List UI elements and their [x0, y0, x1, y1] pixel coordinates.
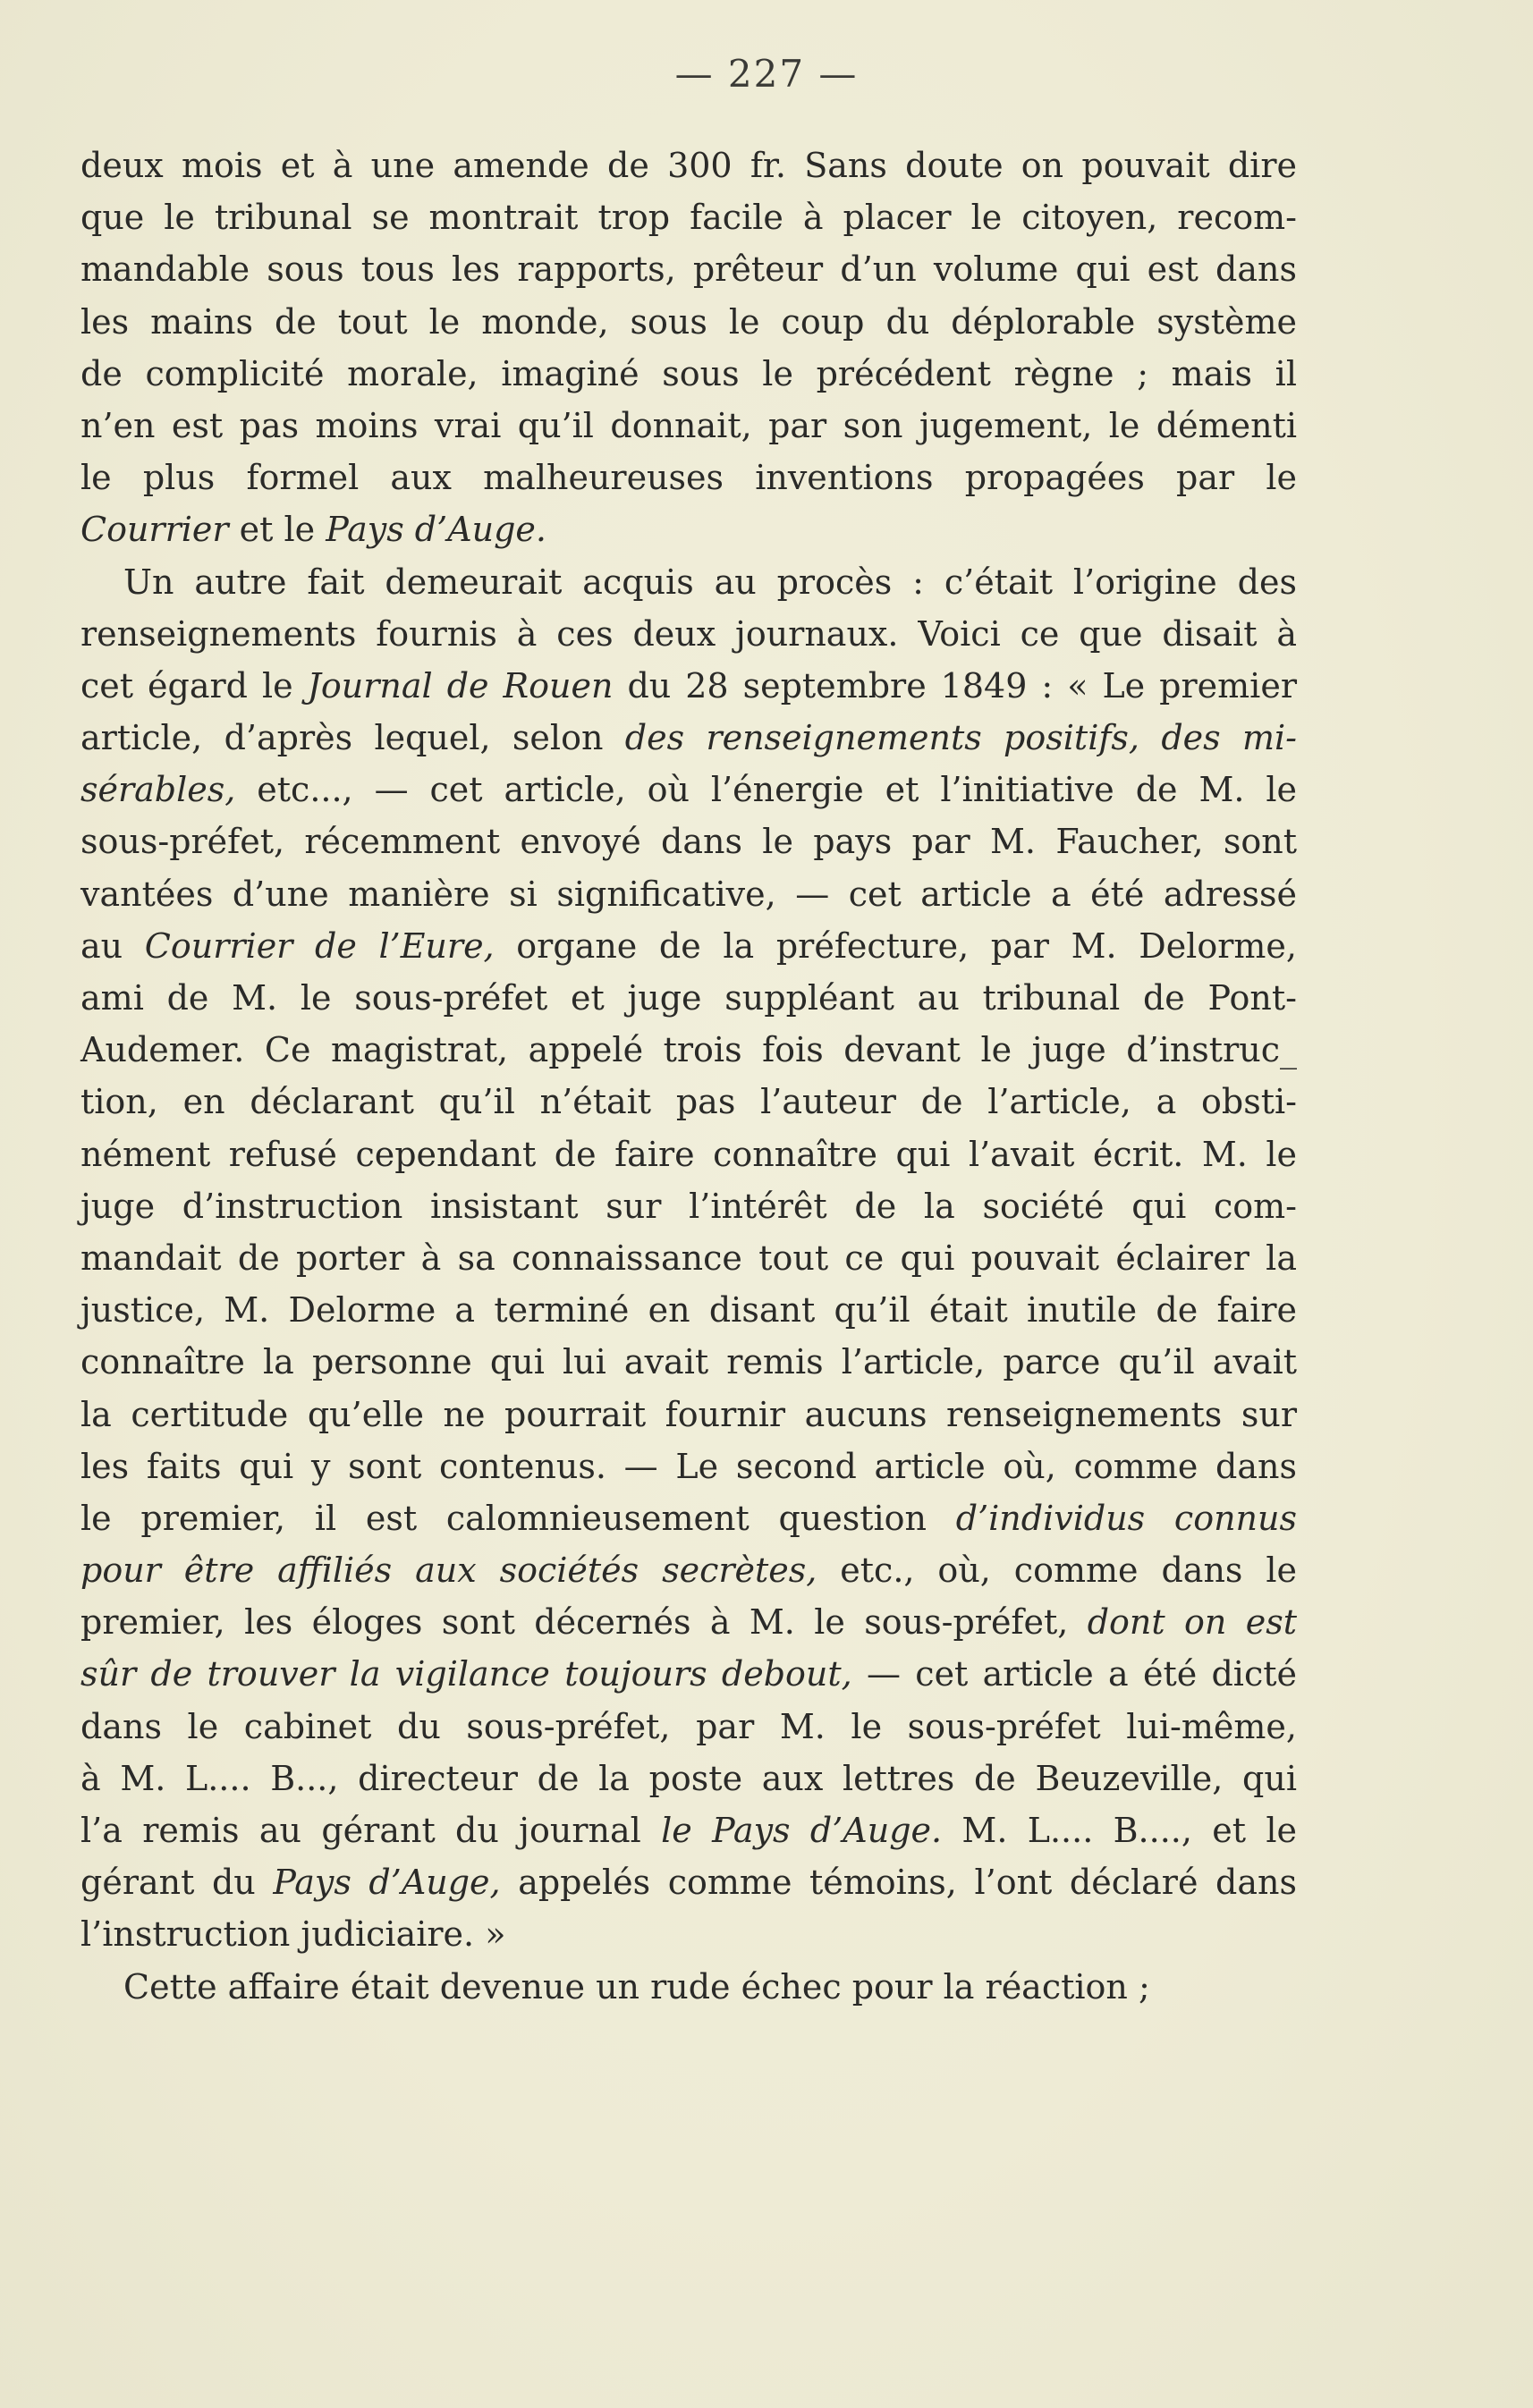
text-line [80, 556, 1297, 608]
text-segment: nément refusé cependant de faire connaître qui l’avait écrit. M. le [80, 1134, 1297, 1174]
text-line [80, 503, 1297, 555]
text-line [80, 868, 1297, 920]
text-segment: connaître la personne qui lui avait remis l’article, parce qu’il avait [80, 1342, 1297, 1382]
italic-segment: Pays d’Auge. [326, 510, 546, 550]
italic-segment: d’individus connus [955, 1498, 1297, 1538]
italic-segment: Journal de Rouen [307, 665, 614, 706]
text-segment: le plus formel aux malheureuses inventions propagées par le [80, 458, 1297, 498]
text-segment: de complicité morale, imaginé sous le précédent règne ; mais il [80, 353, 1297, 393]
text-line [80, 1804, 1297, 1856]
text-segment: etc..., — cet article, où l’énergie et l’initiative de M. le [235, 770, 1297, 810]
text-segment: mandable sous tous les rapports, prêteur d’un volume qui est dans [80, 249, 1297, 290]
text-line [80, 1856, 1297, 1908]
text-line [80, 191, 1297, 243]
text-segment: l’instruction judiciaire. » [80, 1914, 506, 1955]
text-segment: justice, M. Delorme a terminé en disant qu’il était inutile de faire [80, 1290, 1297, 1331]
text-line [80, 1336, 1297, 1388]
text-segment: appelés comme témoins, l’ont déclaré dans [500, 1863, 1297, 1903]
text-segment: etc., où, comme dans le [817, 1550, 1297, 1591]
italic-segment: dont on est [1087, 1602, 1297, 1643]
italic-segment: Courrier de l’Eure, [144, 925, 495, 966]
text-segment: la certitude qu’elle ne pourrait fournir aucuns renseignements sur [80, 1394, 1297, 1434]
text-line [80, 972, 1297, 1024]
text-line [80, 452, 1297, 503]
text-line [80, 1180, 1297, 1232]
italic-segment: des renseignements positifs, des mi- [624, 718, 1297, 758]
text-segment: à M. L.... B..., directeur de la poste aux lettres de Beuzeville, qui [80, 1758, 1297, 1798]
italic-segment: pour être affiliés aux sociétés secrètes, [80, 1550, 817, 1591]
text-line [80, 1596, 1297, 1648]
text-segment: tion, en déclarant qu’il n’était pas l’auteur de l’article, a obsti- [80, 1082, 1297, 1122]
text-segment: l’a remis au gérant du journal [80, 1811, 662, 1850]
text-line [80, 1232, 1297, 1284]
text-segment: du 28 septembre 1849 : « Le premier [613, 665, 1297, 706]
text-line [80, 660, 1297, 712]
text-line [80, 1441, 1297, 1492]
text-segment: les mains de tout le monde, sous le coup du déplorable système [80, 301, 1297, 342]
text-segment: juge d’instruction insistant sur l’intérêt de la société qui com- [80, 1186, 1297, 1226]
text-segment: Cette affaire était devenue un rude échec pour la réaction ; [123, 1966, 1150, 2007]
text-line [80, 712, 1297, 764]
italic-segment: sûr de trouver la vigilance toujours debout, [80, 1654, 852, 1694]
text-line [80, 764, 1297, 815]
text-segment: Audemer. Ce magistrat, appelé trois fois devant le juge d’instruc_ [80, 1030, 1297, 1070]
text-line [80, 608, 1297, 660]
text-line [80, 1076, 1297, 1128]
body-text [80, 139, 1297, 2013]
text-line [80, 815, 1297, 867]
text-line [80, 1492, 1297, 1544]
text-line [80, 1908, 1297, 1960]
text-segment: premier, les éloges sont décernés à M. le sous-préfet, [80, 1602, 1088, 1643]
text-segment: les faits qui y sont contenus. — Le second article où, comme dans [80, 1446, 1297, 1486]
italic-segment: le Pays d’Auge. [661, 1811, 943, 1850]
text-line [80, 400, 1297, 452]
italic-segment: Courrier [80, 510, 229, 550]
text-segment: mandait de porter à sa connaissance tout ce qui pouvait éclairer la [80, 1238, 1297, 1278]
text-segment: organe de la préfecture, par M. Delorme, [494, 925, 1297, 966]
text-line [80, 348, 1297, 400]
text-segment: et le [228, 510, 326, 550]
text-segment: n’en est pas moins vrai qu’il donnait, par son jugement, le démenti [80, 405, 1297, 445]
page-number: — 227 — [674, 52, 859, 96]
text-line [80, 1701, 1297, 1753]
text-line [80, 1753, 1297, 1804]
italic-segment: sérables, [80, 770, 236, 810]
text-line [80, 243, 1297, 295]
text-line [80, 1024, 1297, 1076]
text-segment: cet égard le [80, 665, 308, 706]
text-line [80, 1961, 1297, 2013]
italic-segment: Pays d’Auge, [273, 1863, 501, 1903]
text-segment: vantées d’une manière si significative, — cet article a été adressé [80, 874, 1297, 914]
text-line [80, 920, 1297, 972]
text-segment: gérant du [80, 1863, 274, 1903]
text-segment: sous-préfet, récemment envoyé dans le pays par M. Faucher, sont [80, 822, 1297, 862]
text-segment: ami de M. le sous-préfet et juge suppléant au tribunal de Pont- [80, 978, 1297, 1018]
text-segment: que le tribunal se montrait trop facile à placer le citoyen, recom- [80, 198, 1297, 238]
text-line [80, 1648, 1297, 1700]
text-segment: article, d’après lequel, selon [80, 718, 625, 758]
text-segment: au [80, 925, 145, 966]
text-segment: M. L.... B...., et le [942, 1811, 1297, 1850]
text-segment: renseignements fournis à ces deux journaux. Voici ce que disait à [80, 613, 1297, 654]
text-segment: Un autre fait demeurait acquis au procès : c’était l’origine des [123, 562, 1297, 602]
text-line [80, 139, 1297, 191]
text-line [80, 1544, 1297, 1596]
text-line [80, 296, 1297, 348]
text-segment: — cet article a été dicté [851, 1654, 1298, 1694]
text-segment: dans le cabinet du sous-préfet, par M. le sous-préfet lui-même, [80, 1706, 1297, 1746]
text-segment: le premier, il est calomnieusement question [80, 1498, 956, 1538]
text-line [80, 1284, 1297, 1336]
text-line [80, 1128, 1297, 1180]
text-line [80, 1389, 1297, 1441]
text-segment: deux mois et à une amende de 300 fr. Sans doute on pouvait dire [80, 146, 1297, 185]
